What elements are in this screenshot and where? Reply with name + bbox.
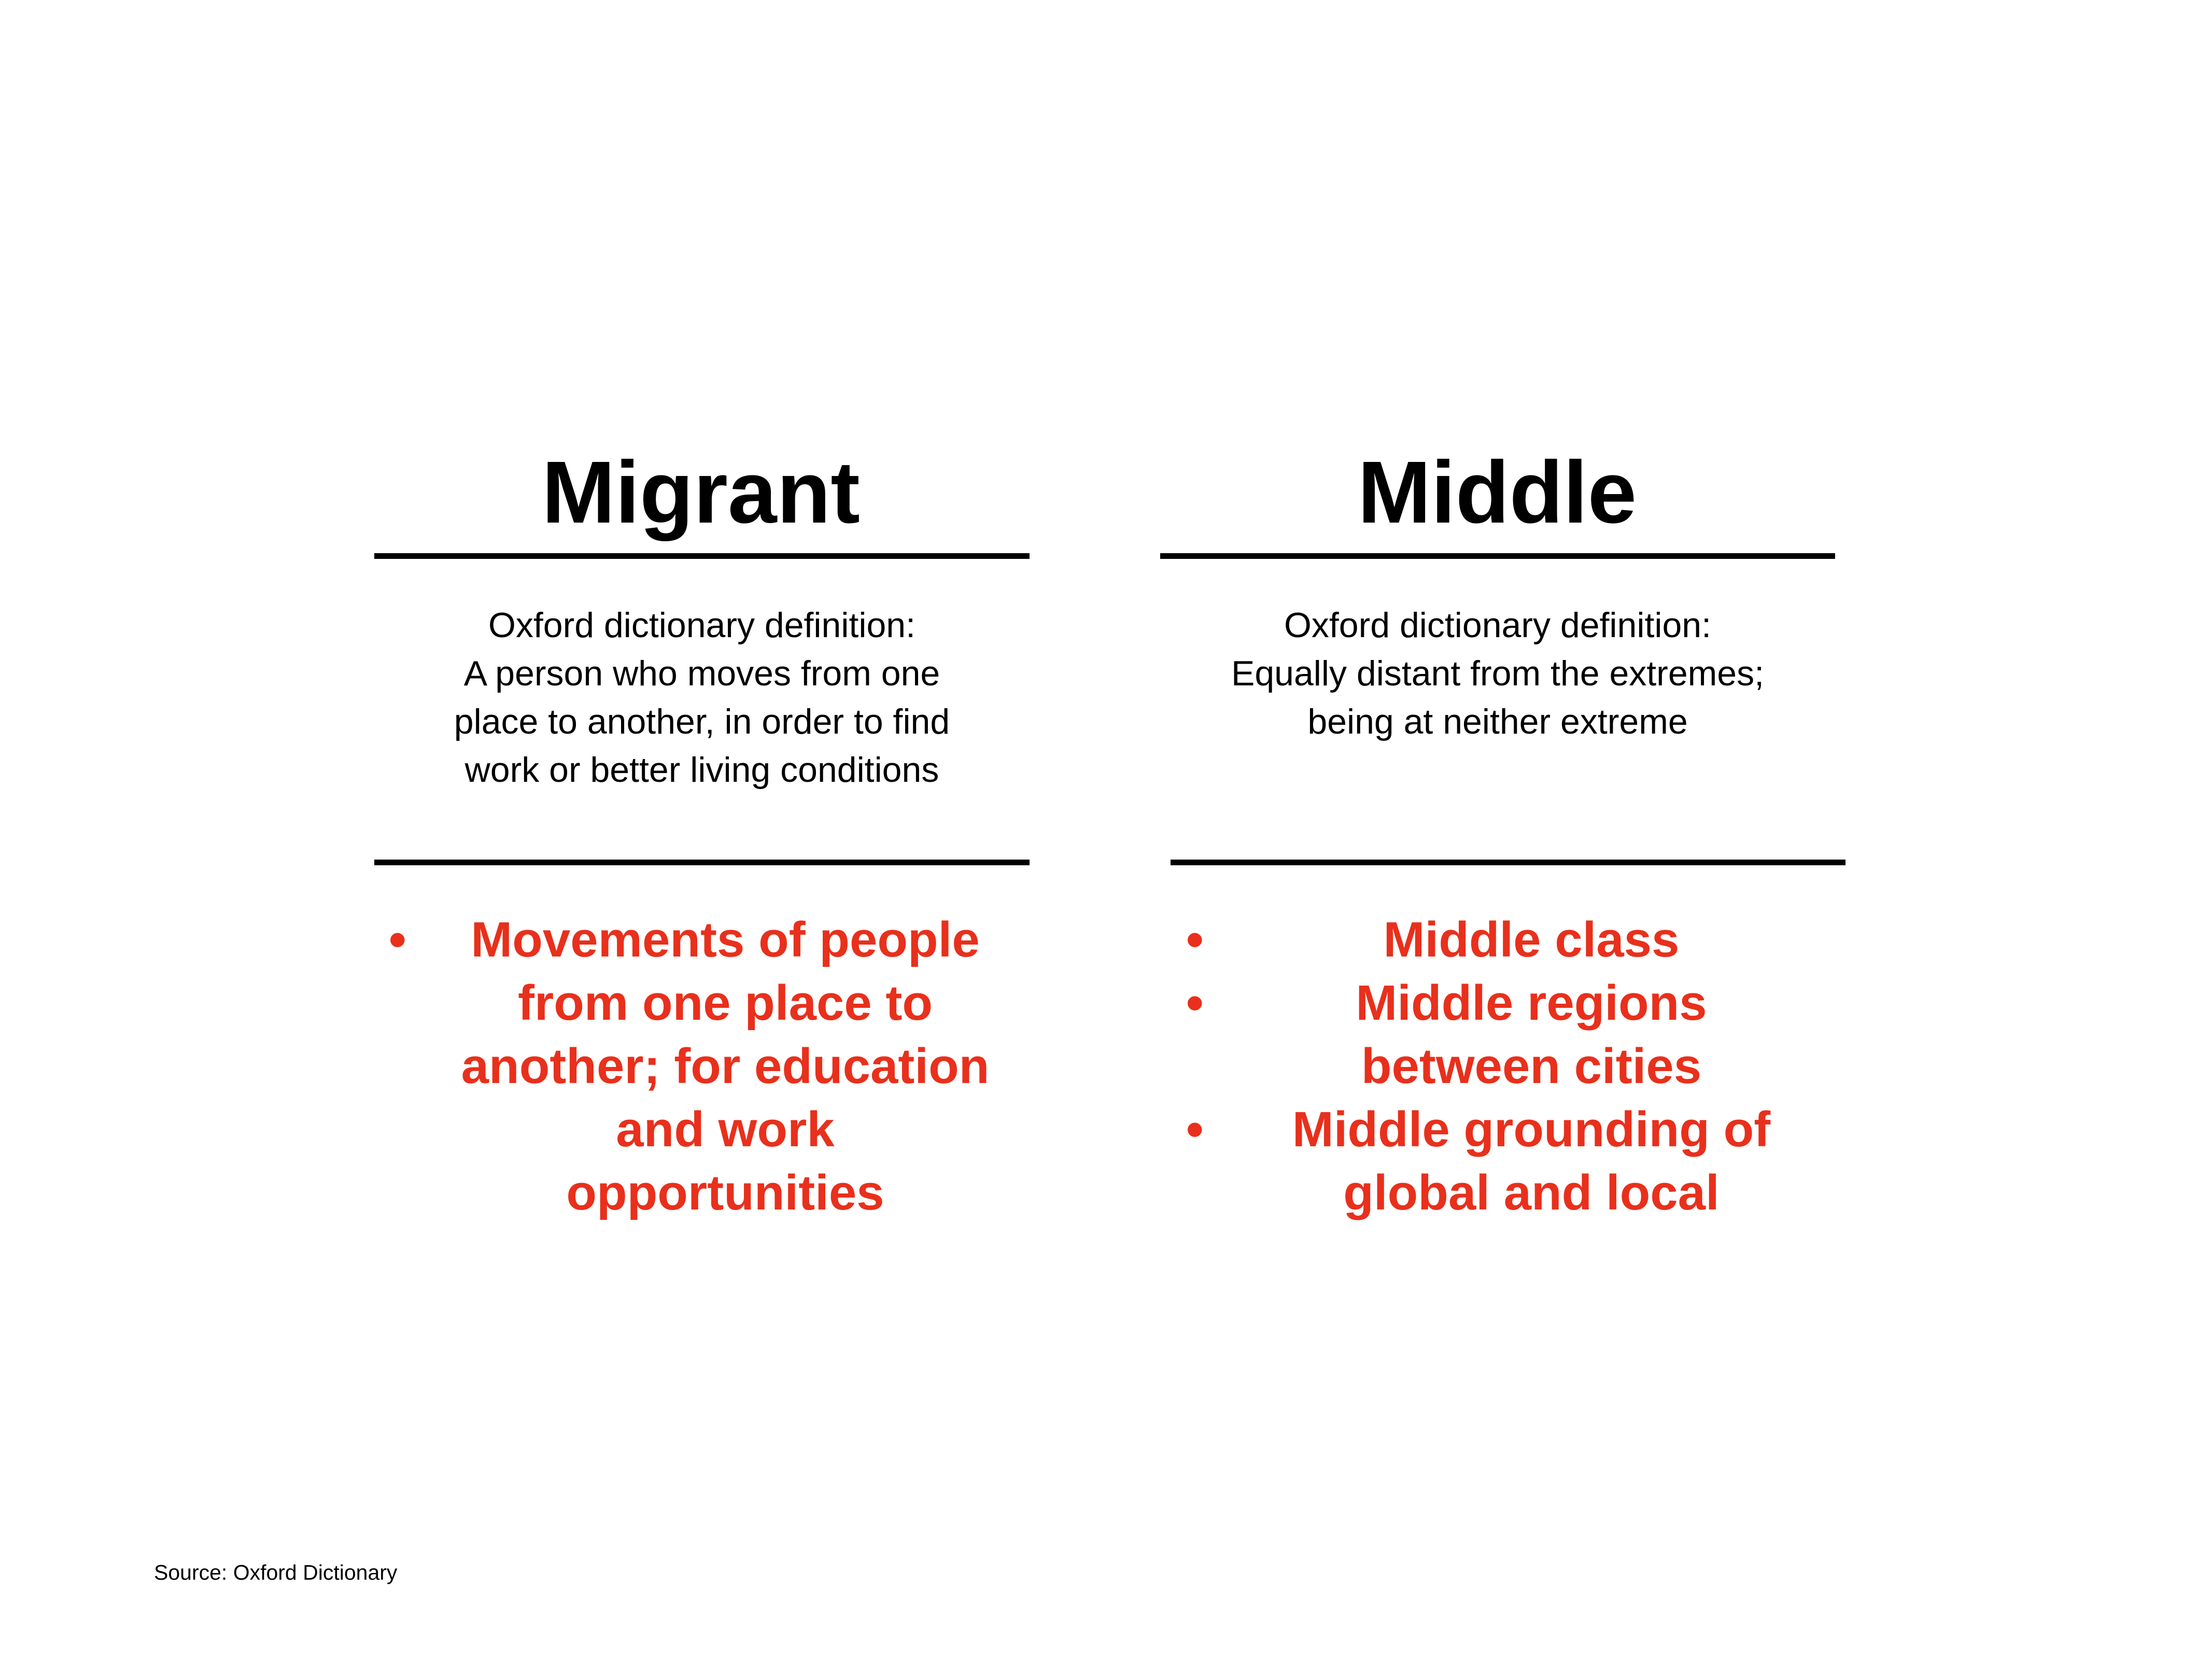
bullet-line: Movements of people <box>471 912 980 967</box>
definition-line: Oxford dictionary definition: <box>488 606 915 645</box>
source-footnote: Source: Oxford Dictionary <box>154 1560 398 1584</box>
definition-line: work or better living conditions <box>464 750 939 790</box>
definition-line: Oxford dictionary definition: <box>1284 606 1711 645</box>
bullet-line: opportunities <box>566 1165 884 1220</box>
bullet-line: another; for education <box>461 1038 990 1094</box>
bullet-icon: • <box>1186 975 1204 1031</box>
bullet-line: from one place to <box>517 975 933 1031</box>
bullet-icon: • <box>389 912 406 967</box>
list-item <box>374 908 1030 1225</box>
migrant-definition <box>374 601 1030 794</box>
definition-line: Equally distant from the extremes; <box>1231 654 1764 693</box>
bullet-line: Middle class <box>1383 912 1680 967</box>
migrant-heading: Migrant <box>542 443 860 542</box>
definition-line: being at neither extreme <box>1307 702 1688 741</box>
bullet-text <box>1171 908 1845 972</box>
middle-bullet-list <box>1171 908 1845 1225</box>
middle-heading: Middle <box>1357 443 1637 542</box>
bullet-line: Middle grounding of <box>1292 1102 1771 1157</box>
middle-top-rule <box>1160 553 1835 559</box>
bullet-line: between cities <box>1361 1038 1702 1094</box>
list-item <box>1171 908 1845 972</box>
definition-line: A person who moves from one <box>463 654 940 693</box>
list-item <box>1171 1098 1845 1225</box>
bullet-icon: • <box>1186 912 1204 967</box>
migrant-bottom-rule <box>374 860 1030 865</box>
middle-bottom-rule <box>1171 860 1845 865</box>
migrant-bullet-list <box>374 908 1030 1225</box>
bullet-text <box>1171 1098 1845 1225</box>
middle-definition <box>1160 601 1835 746</box>
migrant-top-rule <box>374 553 1030 559</box>
definition-line: place to another, in order to find <box>454 702 950 741</box>
bullet-line: Middle regions <box>1356 975 1707 1031</box>
bullet-icon: • <box>1186 1102 1204 1157</box>
bullet-text <box>1171 972 1845 1098</box>
bullet-text <box>374 908 1030 1225</box>
list-item <box>1171 972 1845 1098</box>
bullet-line: and work <box>616 1102 835 1157</box>
bullet-line: global and local <box>1343 1165 1720 1220</box>
